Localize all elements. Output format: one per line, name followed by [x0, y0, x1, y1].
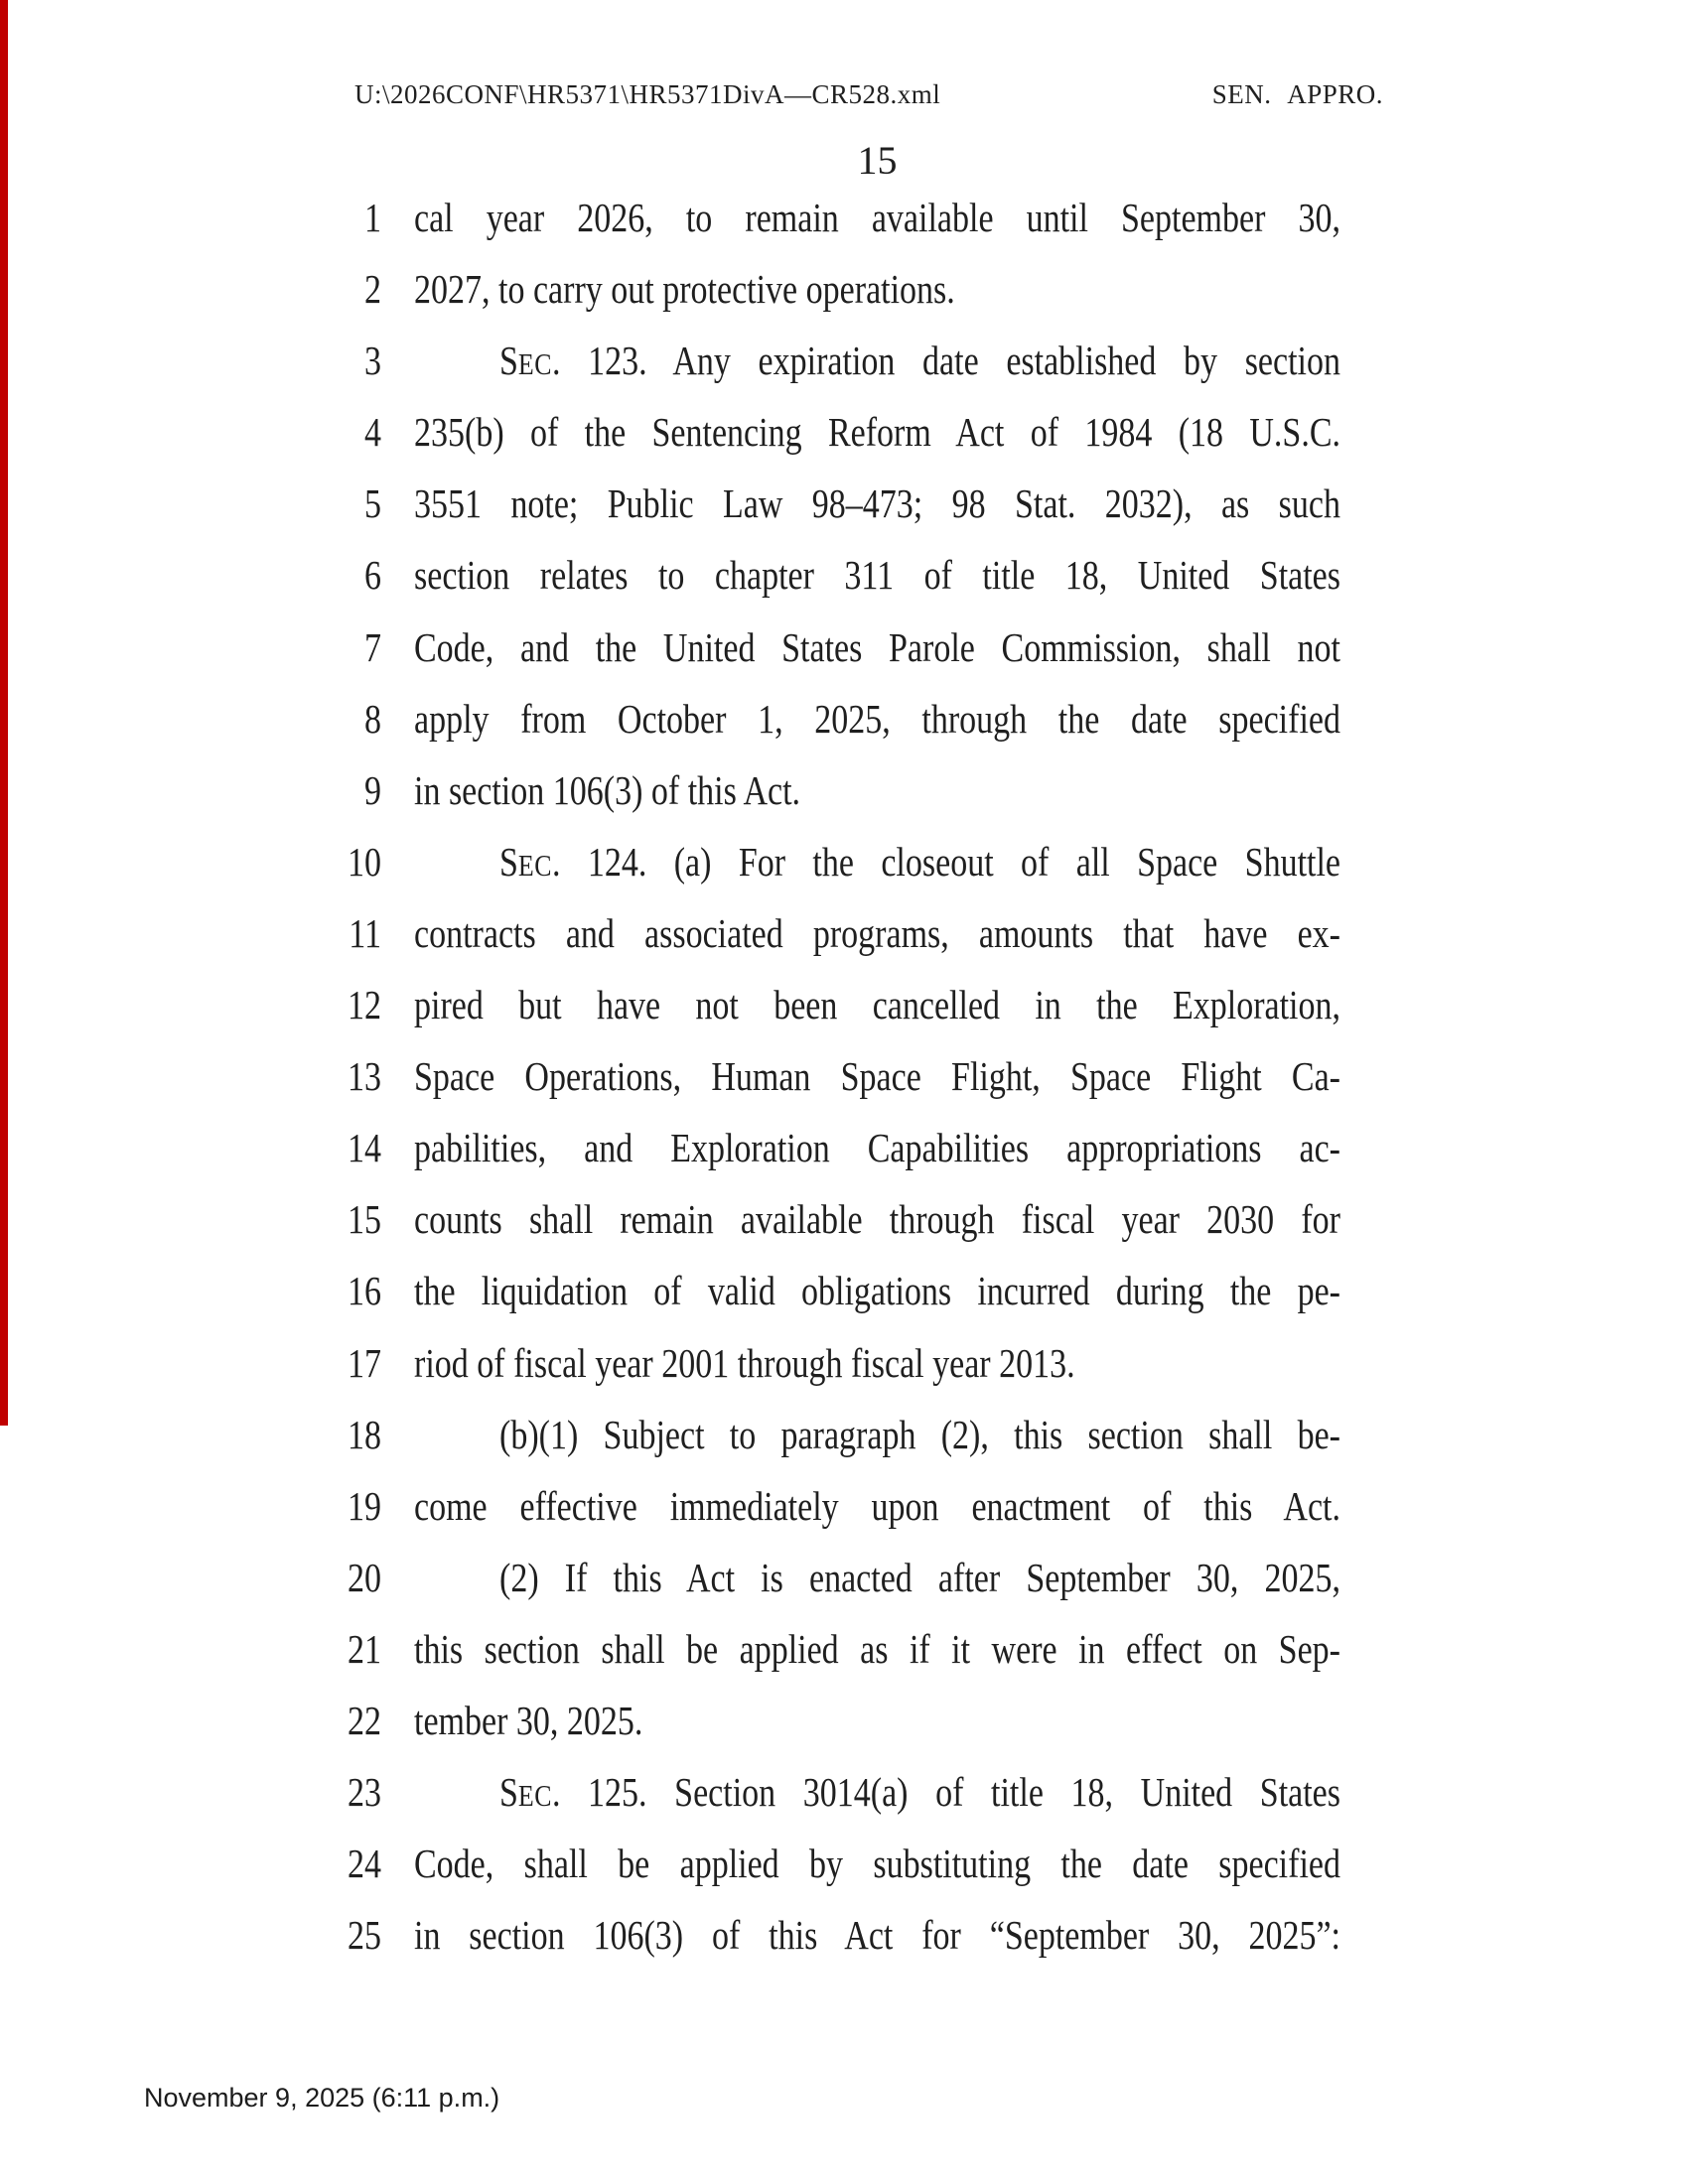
line-number: 14	[348, 1127, 381, 1171]
line-number: 9	[364, 768, 381, 814]
text-line	[298, 1894, 1340, 1980]
line-number: 12	[348, 984, 381, 1028]
line-number: 7	[364, 625, 381, 671]
line-text: (2) If this Act is enacted after September 30, 2025,	[499, 1556, 1340, 1601]
line-text: riod of fiscal year 2001 through fiscal year 2013.	[414, 1341, 1075, 1387]
line-number: 1	[364, 197, 381, 241]
line-text: this section shall be applied as if it were in effect on Sep-	[414, 1628, 1340, 1673]
line-number: 11	[349, 912, 381, 957]
line-number: 16	[348, 1270, 381, 1314]
line-text: pired but have not been cancelled in the Exploration,	[414, 984, 1340, 1028]
line-text: in section 106(3) of this Act.	[414, 768, 801, 814]
page-header	[354, 79, 1383, 110]
line-text: Code, and the United States Parole Commission, shall not	[414, 625, 1340, 671]
line-number: 13	[348, 1055, 381, 1100]
line-number: 5	[364, 482, 381, 527]
line-number: 22	[348, 1700, 381, 1744]
line-text: SEC. 123. Any expiration date established by section	[499, 340, 1340, 384]
line-text: 3551 note; Public Law 98–473; 98 Stat. 2032), as such	[414, 482, 1340, 527]
page-number: 15	[857, 138, 898, 183]
line-text: section relates to chapter 311 of title 18, United States	[414, 554, 1340, 600]
line-text: in section 106(3) of this Act for “September 30, 2025”:	[414, 1914, 1340, 1959]
line-number: 24	[348, 1843, 381, 1887]
small-caps-section-label: EC	[517, 848, 552, 884]
line-number: 8	[364, 697, 381, 743]
line-number: 23	[348, 1771, 381, 1816]
line-text: come effective immediately upon enactment of this Act.	[414, 1484, 1340, 1530]
line-number: 3	[364, 340, 381, 384]
header-file-path: U:\2026CONF\HR5371\HR5371DivA—CR528.xml	[354, 79, 941, 109]
line-number: 25	[348, 1914, 381, 1959]
line-text: apply from October 1, 2025, through the date specified	[414, 697, 1340, 743]
text-block	[298, 184, 1340, 1973]
line-number: 18	[348, 1413, 381, 1458]
line-text: 235(b) of the Sentencing Reform Act of 1984 (18 U.S.C.	[414, 411, 1340, 456]
line-number: 10	[348, 841, 381, 886]
line-text: tember 30, 2025.	[414, 1700, 643, 1744]
line-text: (b)(1) Subject to paragraph (2), this section shall be-	[499, 1413, 1340, 1458]
margin-change-bar	[0, 0, 8, 1426]
line-text: contracts and associated programs, amounts that have ex-	[414, 912, 1340, 957]
line-text: cal year 2026, to remain available until September 30,	[414, 197, 1340, 241]
footer-timestamp: November 9, 2025 (6:11 p.m.)	[144, 2083, 500, 2113]
page-footer	[144, 2083, 499, 2114]
line-text: SEC. 124. (a) For the closeout of all Space Shuttle	[499, 841, 1340, 886]
line-number: 19	[348, 1484, 381, 1530]
line-text: 2027, to carry out protective operations.	[414, 268, 955, 313]
line-number: 20	[348, 1556, 381, 1601]
header-office-label: SEN. APPRO.	[1211, 79, 1383, 109]
small-caps-section-label: EC	[517, 1778, 552, 1814]
small-caps-section-label: EC	[517, 346, 552, 382]
line-text: pabilities, and Exploration Capabilities appropriations ac-	[414, 1127, 1340, 1171]
line-text: Code, shall be applied by substituting the date specified	[414, 1843, 1340, 1887]
line-number: 2	[364, 268, 381, 313]
line-number: 15	[348, 1198, 381, 1243]
line-number: 21	[348, 1628, 381, 1673]
line-text: the liquidation of valid obligations incurred during the pe-	[414, 1270, 1340, 1314]
line-number: 17	[348, 1341, 381, 1387]
line-text: SEC. 125. Section 3014(a) of title 18, United States	[499, 1771, 1340, 1816]
line-text: counts shall remain available through fiscal year 2030 for	[414, 1198, 1340, 1243]
line-number: 4	[364, 411, 381, 456]
line-number: 6	[364, 554, 381, 600]
line-text: Space Operations, Human Space Flight, Space Flight Ca-	[414, 1055, 1340, 1100]
